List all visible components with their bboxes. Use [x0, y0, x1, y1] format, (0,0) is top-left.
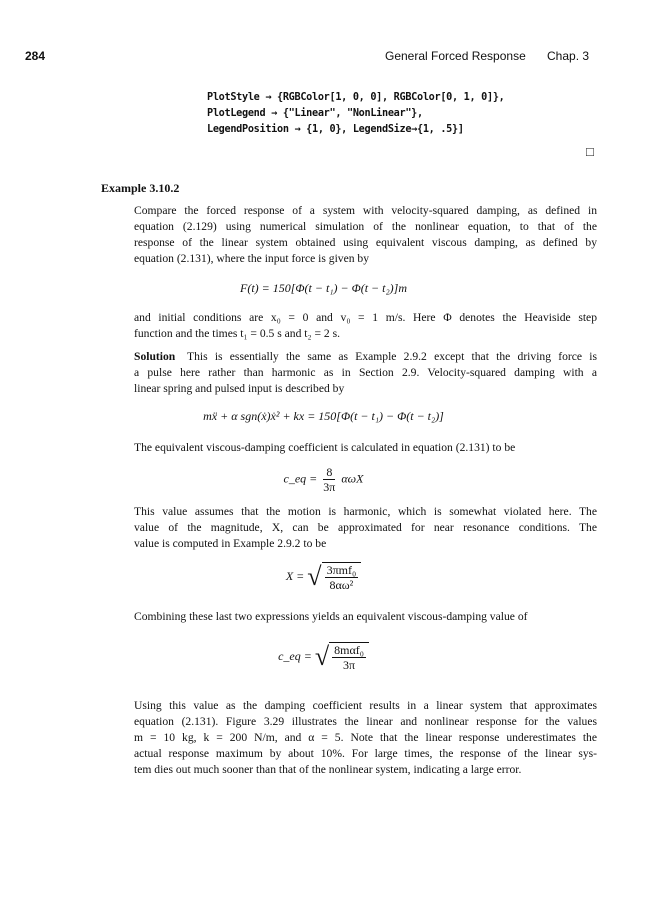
text-line: equation (2.131), where the input force is given by — [134, 252, 370, 265]
equation-force — [0, 281, 647, 296]
text-line: This value assumes that the motion is harmonic, which is somewhat violated here. The — [134, 505, 597, 518]
example-title: Example 3.10.2 — [101, 181, 180, 195]
text-line: Combining these last two expressions yields an equivalent viscous-damping value of — [134, 610, 528, 623]
denominator: 8αω² — [329, 578, 354, 592]
text-line: Compare the forced response of a system with velocity-squared damping, as defined in — [134, 204, 597, 217]
page-number: 284 — [25, 49, 46, 63]
text-line: and initial conditions are x₀ = 0 and v₀ = 1 m/s. Here Φ denotes the Heaviside step — [134, 311, 597, 324]
chapter-label: Chap. 3 — [547, 49, 590, 63]
text-line: value is computed in Example 2.9.2 to be — [134, 537, 327, 550]
sqrt-icon: √ — [307, 562, 322, 591]
radicand — [322, 562, 362, 592]
code-line: LegendPosition → {1, 0}, LegendSize→{1, .5}] — [207, 124, 464, 135]
code-line: PlotLegend → {"Linear", "NonLinear"}, — [207, 108, 423, 119]
fraction — [323, 465, 335, 494]
text-line: equation (2.129) using numerical simulation of the nonlinear equation, to that of the — [134, 220, 597, 233]
denominator: 3π — [323, 480, 336, 494]
text-line: function and the times t₁ = 0.5 s and t₂ = 2 s. — [134, 327, 340, 340]
equation-lhs: X = — [285, 568, 305, 583]
text-line: tem dies out much sooner than that of the nonlinear system, indicating a large error. — [134, 763, 522, 776]
text-line: This is essentially the same as Example 2.9.2 except that the driving force is — [187, 350, 597, 363]
text-line: a pulse here rather than harmonic as in Section 2.9. Velocity-squared damping with a — [134, 366, 597, 379]
equation-lhs: c_eq = — [283, 471, 318, 486]
equation-lhs: c_eq = — [278, 648, 312, 663]
sqrt-icon: √ — [314, 642, 330, 671]
radicand — [329, 642, 369, 672]
equation-motion — [0, 409, 647, 424]
running-title: General Forced Response — [385, 49, 526, 63]
equation-ceq-final — [0, 642, 647, 672]
text-line: Using this value as the damping coefficient results in a linear system that approximates — [134, 699, 597, 712]
text-line: response of the linear system obtained using equivalent viscous damping, as defined by — [134, 236, 597, 249]
end-of-example-mark: □ — [586, 144, 594, 159]
text-line: actual response maximum by about 10%. For large times, the response of the linear sys- — [134, 747, 597, 760]
text-line: value of the magnitude, X, can be approximated for near resonance conditions. The — [134, 521, 597, 534]
text-line: linear spring and pulsed input is described by — [134, 382, 345, 395]
denominator: 3π — [342, 658, 356, 672]
numerator: 8 — [323, 465, 335, 480]
numerator: 8mαf₀ — [334, 643, 364, 657]
text-line: m = 10 kg, k = 200 N/m, and α = 5. Note that the linear response underestimates the — [134, 731, 597, 744]
text-line: The equivalent viscous-damping coefficient is calculated in equation (2.131) to be — [134, 441, 516, 454]
text-line: equation (2.131). Figure 3.29 illustrates the linear and nonlinear response for the values — [134, 715, 597, 728]
equation-text: mẍ + α sgn(ẋ)ẋ² + kx = 150[Φ(t − t₁) − Φ(t − t₂)] — [203, 409, 444, 423]
equation-rhs: αωX — [341, 471, 364, 486]
equation-text: F(t) = 150[Φ(t − t₁) − Φ(t − t₂)]m — [240, 281, 407, 295]
equation-amplitude — [0, 562, 647, 592]
numerator: 3πmf₀ — [326, 563, 357, 577]
code-line: PlotStyle → {RGBColor[1, 0, 0], RGBColor[0, 1, 0]}, — [207, 92, 505, 103]
solution-label: Solution — [134, 350, 176, 363]
equation-ceq — [0, 465, 647, 494]
